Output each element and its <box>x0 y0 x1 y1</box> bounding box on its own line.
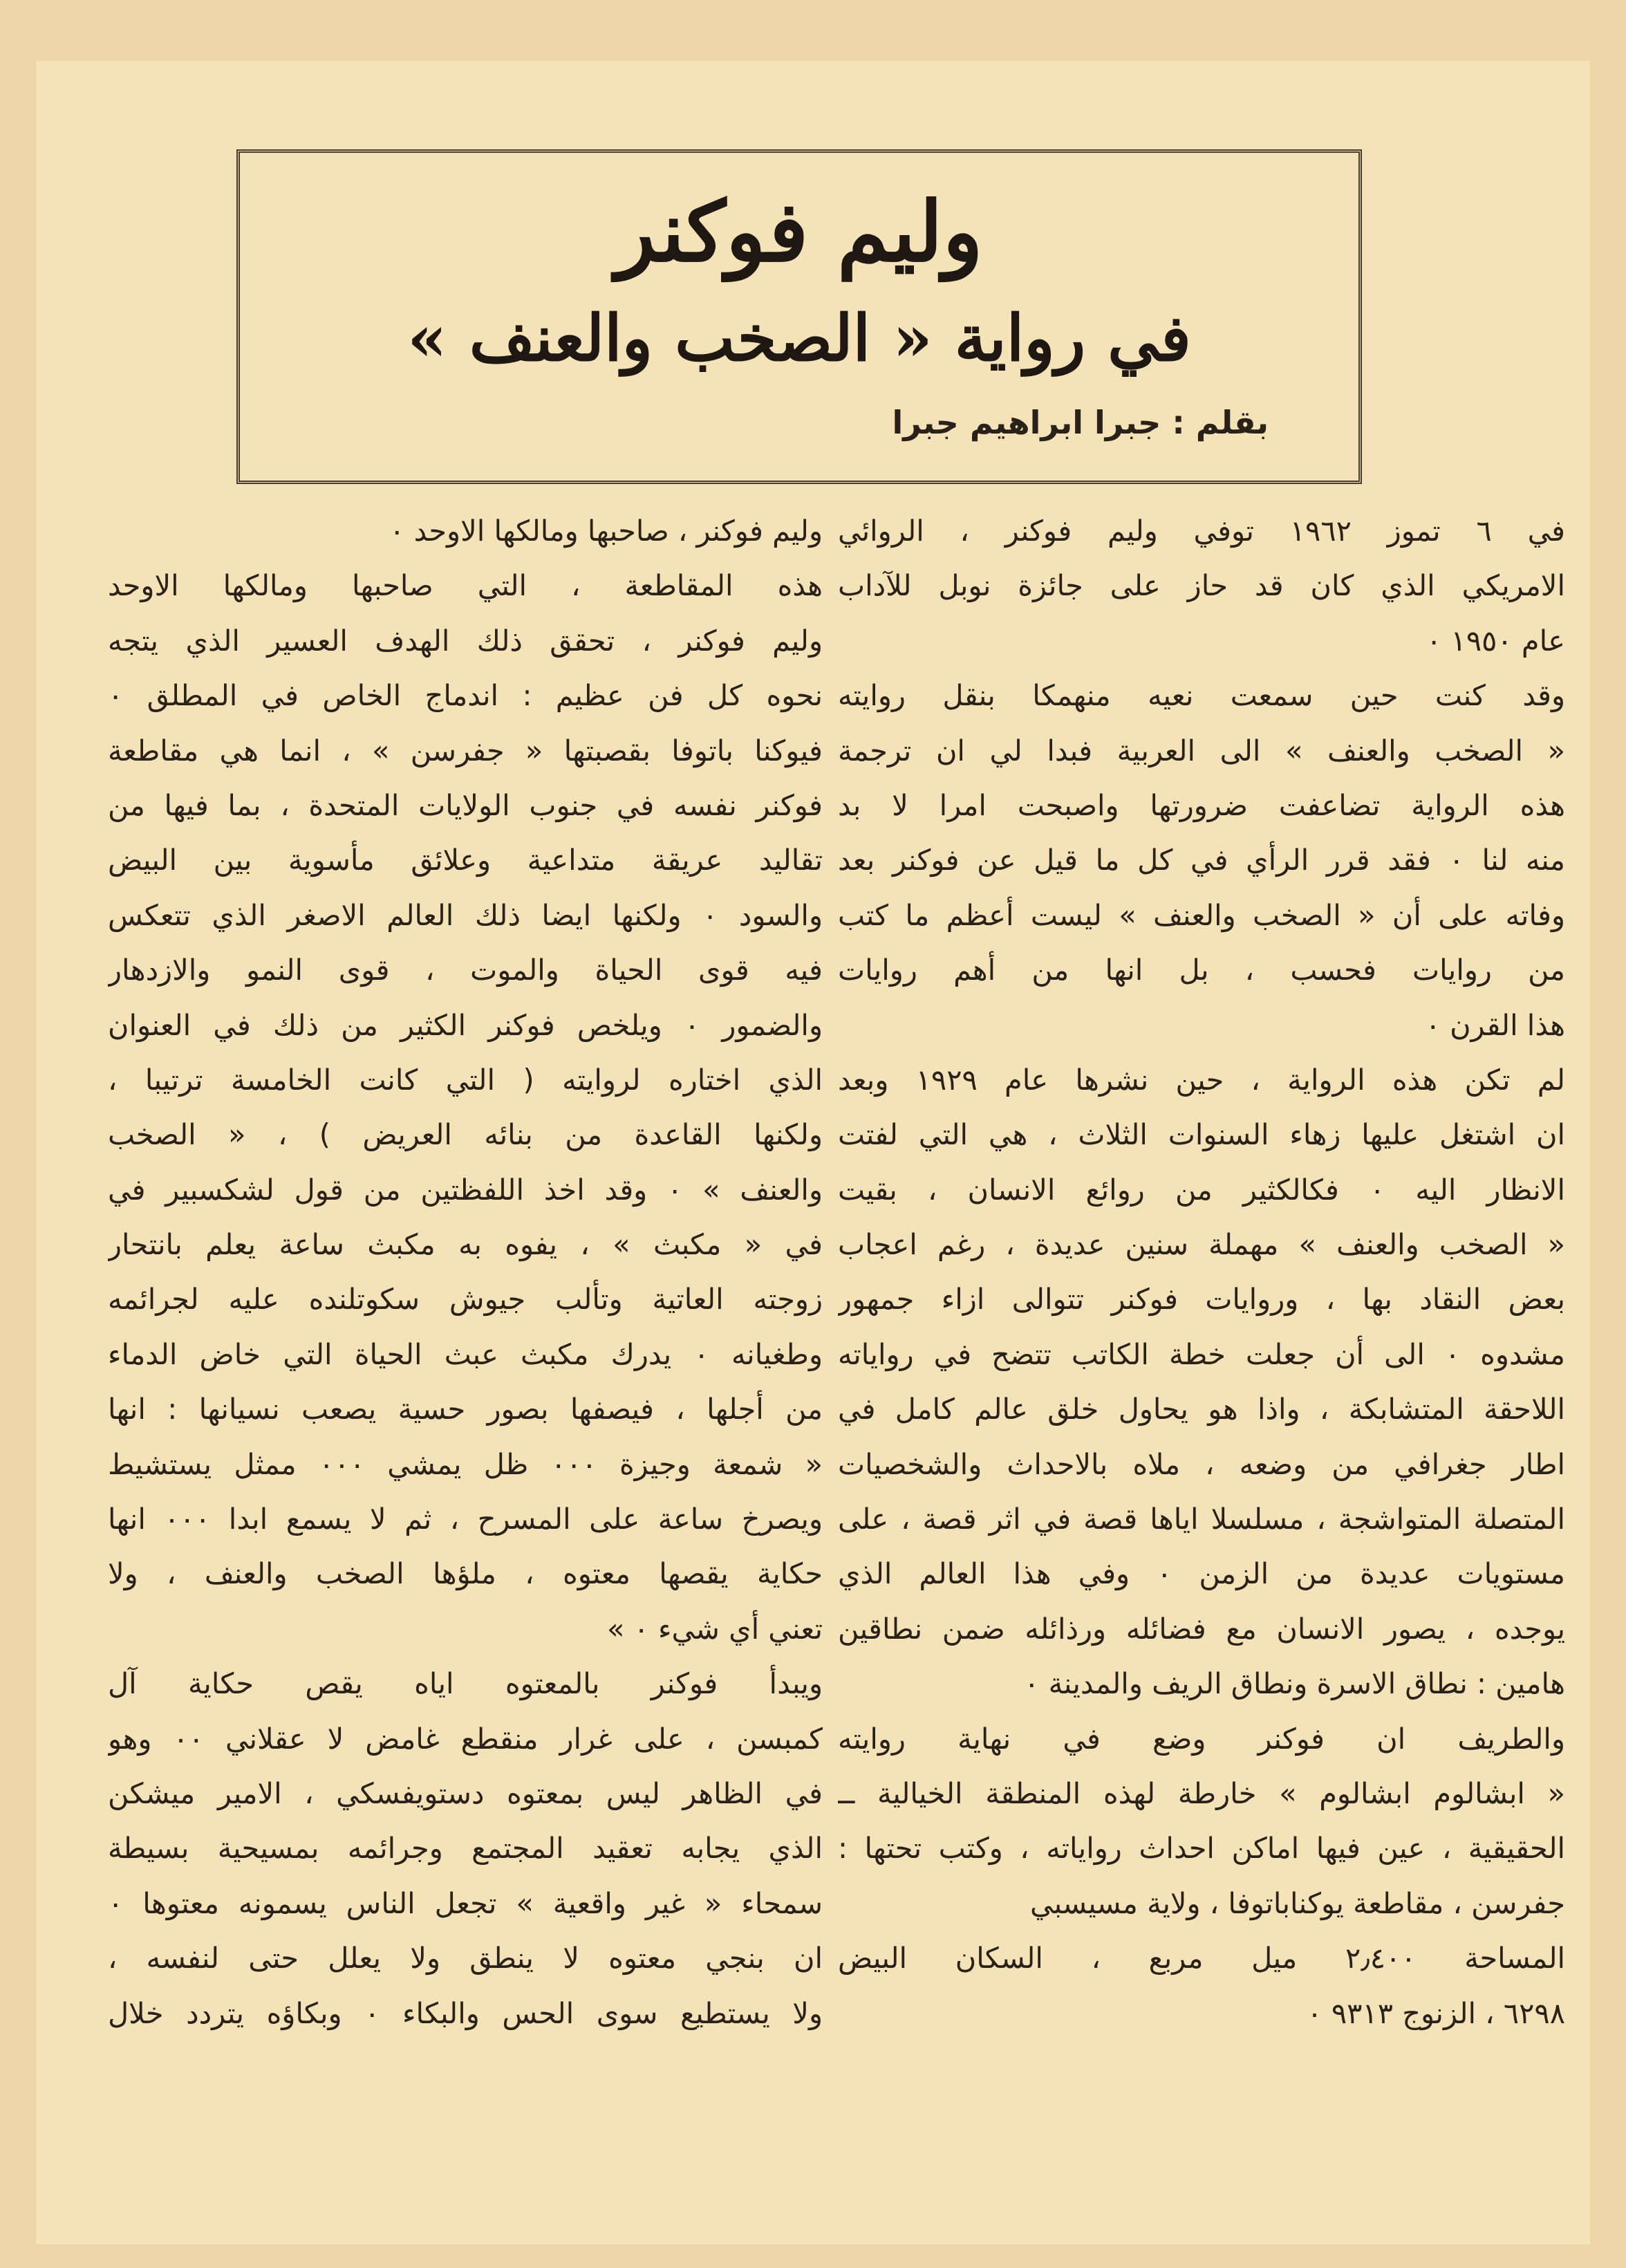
text-line: عام ١٩٥٠ ٠ <box>1426 623 1565 658</box>
text-line: وطغيانه ٠ يدرك مكبث عبث الحياة التي خاض الدماء <box>108 1337 823 1371</box>
article-title: وليم فوكنر <box>615 183 983 281</box>
text-line: في ٦ تموز ١٩٦٢ توفي وليم فوكنر ، الروائي <box>838 514 1565 548</box>
text-line: الذي اختاره لروايته ( التي كانت الخامسة ترتيبا ، <box>108 1062 823 1097</box>
text-line: والسود ٠ ولكنها ايضا ذلك العالم الاصغر الذي تتعكس <box>108 898 823 932</box>
text-line: تعني أي شيء ٠ » <box>606 1611 823 1646</box>
text-line: هامين : نطاق الاسرة ونطاق الريف والمدينة ٠ <box>1024 1666 1565 1701</box>
text-column-right <box>838 503 1565 2041</box>
text-line: جفرسن ، مقاطعة يوكناباتوفا ، ولاية مسيسبي <box>1029 1886 1565 1920</box>
text-line: مشدوه ٠ الى أن جعلت خطة الكاتب تتضح في رواياته <box>838 1337 1565 1371</box>
article-byline: بقلم : جبرا ابراهيم جبرا <box>892 404 1269 441</box>
text-column-left <box>108 503 823 2041</box>
text-line: هذه الرواية تضاعفت ضرورتها واصبحت امرا لا بد <box>838 788 1565 822</box>
text-line: سمحاء « غير واقعية » تجعل الناس يسمونه معتوها ٠ <box>108 1886 823 1920</box>
text-line: تقاليد عريقة متداعية وعلائق مأسوية بين البيض <box>108 843 823 877</box>
text-line: ان بنجي معتوه لا ينطق ولا يعلل حتى لنفسه ، <box>108 1941 823 1976</box>
text-line: والضمور ٠ ويلخص فوكنر الكثير من ذلك في العنوان <box>108 1007 823 1042</box>
text-line: « الصخب والعنف » مهملة سنين عديدة ، رغم اعجاب <box>838 1227 1565 1262</box>
text-line: والطريف ان فوكنر وضع في نهاية روايته <box>838 1721 1565 1756</box>
text-line: في الظاهر ليس بمعتوه دستويفسكي ، الامير ميشكن <box>108 1776 823 1810</box>
title-box <box>236 149 1362 484</box>
text-line: اللاحقة المتشابكة ، واذا هو يحاول خلق عالم كامل في <box>838 1392 1565 1426</box>
text-line: نحوه كل فن عظيم : اندماج الخاص في المطلق ٠ <box>108 678 823 713</box>
text-line: المتصلة المتواشجة ، مسلسلا اياها قصة في اثر قصة ، على <box>838 1502 1565 1536</box>
article-subtitle: في رواية « الصخب والعنف » <box>407 301 1191 375</box>
text-line: وقد كنت حين سمعت نعيه منهمكا بنقل روايته <box>838 678 1565 713</box>
text-line: وليم فوكنر ، صاحبها ومالكها الاوحد ٠ <box>389 514 823 548</box>
text-line: المساحة ٢٫٤٠٠ ميل مربع ، السكان البيض <box>838 1941 1565 1976</box>
text-line: وفاته على أن « الصخب والعنف » ليست أعظم ما كتب <box>838 898 1565 932</box>
text-line: مستويات عديدة من الزمن ٠ وفي هذا العالم الذي <box>838 1556 1565 1591</box>
text-line: يوجده ، يصور الانسان مع فضائله ورذائله ضمن نطاقين <box>838 1611 1565 1646</box>
text-line: « الصخب والعنف » الى العربية فبدا لي ان ترجمة <box>838 733 1565 768</box>
text-line: هذا القرن ٠ <box>1425 1007 1565 1042</box>
text-line: زوجته العاتية وتألب جيوش سكوتلنده عليه لجرائمه <box>108 1282 823 1317</box>
text-line: منه لنا ٠ فقد قرر الرأي في كل ما قيل عن فوكنر بعد <box>838 843 1565 877</box>
text-line: كمبسن ، على غرار منقطع غامض لا عقلاني ٠٠ وهو <box>108 1721 823 1756</box>
text-line: لم تكن هذه الرواية ، حين نشرها عام ١٩٢٩ وبعد <box>838 1062 1565 1097</box>
text-line: ان اشتغل عليها زهاء السنوات الثلاث ، هي التي لفتت <box>838 1117 1565 1152</box>
text-line: اطار جغرافي من وضعه ، ملاه بالاحداث والشخصيات <box>838 1447 1565 1481</box>
text-line: من أجلها ، فيصفها بصور حسية يصعب نسيانها : انها <box>108 1392 823 1426</box>
text-line: الامريكي الذي كان قد حاز على جائزة نوبل للآداب <box>838 568 1565 603</box>
text-line: ويصرخ ساعة على المسرح ، ثم لا يسمع ابدا ٠٠٠ انها <box>108 1502 823 1536</box>
text-line: فوكنر نفسه في جنوب الولايات المتحدة ، بما فيها من <box>108 788 823 822</box>
text-line: هذه المقاطعة ، التي صاحبها ومالكها الاوحد <box>108 568 823 603</box>
text-line: ولا يستطيع سوى الحس والبكاء ٠ وبكاؤه يتردد خلال <box>108 1996 823 2030</box>
text-line: « ابشالوم ابشالوم » خارطة لهذه المنطقة الخيالية ــ <box>838 1776 1565 1810</box>
text-line: في « مكبث » ، يفوه به مكبث ساعة يعلم بانتحار <box>108 1227 823 1262</box>
text-line: والعنف » ٠ وقد اخذ اللفظتين من قول لشكسبير في <box>108 1172 823 1207</box>
magazine-page <box>36 61 1590 2244</box>
text-line: بعض النقاد بها ، وروايات فوكنر تتوالى ازاء جمهور <box>838 1282 1565 1317</box>
text-line: الحقيقية ، عين فيها اماكن احداث رواياته ، وكتب تحتها : <box>838 1831 1565 1866</box>
text-line: ولكنها القاعدة من بنائه العريض ) ، « الصخب <box>108 1117 823 1152</box>
text-line: الذي يجابه تعقيد المجتمع وجرائمه بمسيحية بسيطة <box>108 1831 823 1866</box>
text-line: حكاية يقصها معتوه ، ملؤها الصخب والعنف ، ولا <box>108 1556 823 1591</box>
text-line: « شمعة وجيزة ٠٠٠ ظل يمشي ٠٠٠ ممثل يستشيط <box>108 1447 823 1481</box>
text-line: ٦٢٩٨ ، الزنوج ٩٣١٣ ٠ <box>1307 1996 1565 2030</box>
text-line: فيوكنا باتوفا بقصبتها « جفرسن » ، انما هي مقاطعة <box>108 733 823 768</box>
text-line: وليم فوكنر ، تحقق ذلك الهدف العسير الذي يتجه <box>108 623 823 658</box>
text-line: ويبدأ فوكنر بالمعتوه اياه يقص حكاية آل <box>108 1666 823 1701</box>
text-line: فيه قوى الحياة والموت ، قوى النمو والازدهار <box>108 953 823 987</box>
text-line: من روايات فحسب ، بل انها من أهم روايات <box>838 953 1565 987</box>
text-line: الانظار اليه ٠ فكالكثير من روائع الانسان ، بقيت <box>838 1172 1565 1207</box>
